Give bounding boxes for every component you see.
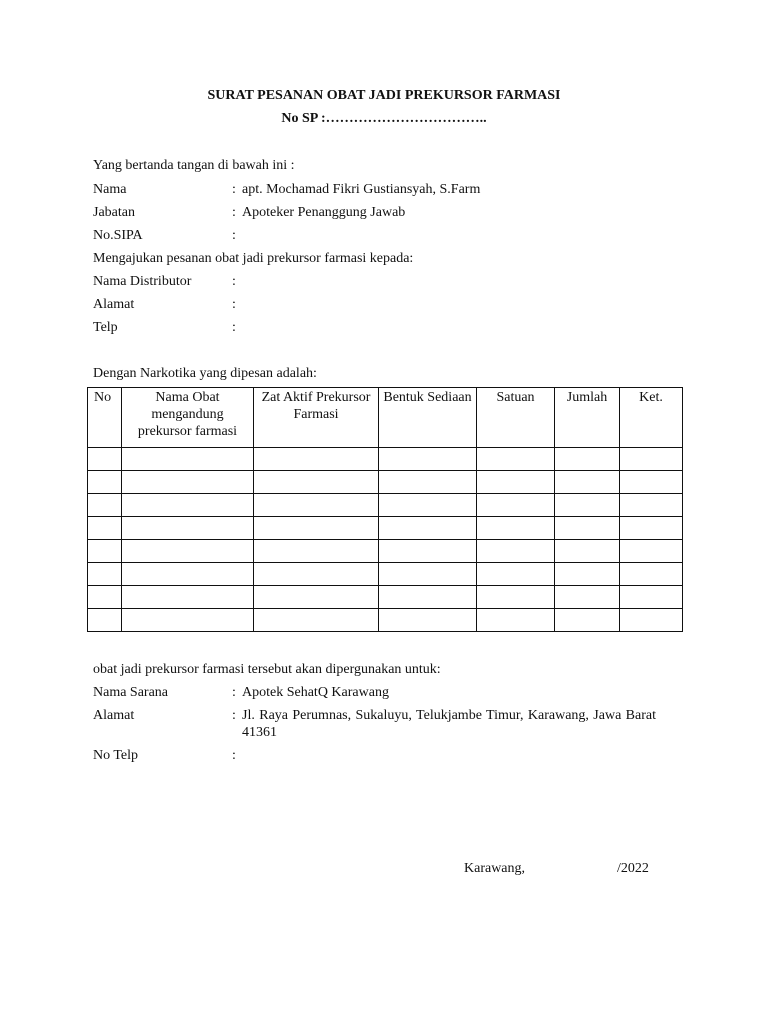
document-title: SURAT PESANAN OBAT JADI PREKURSOR FARMASI: [207, 88, 561, 103]
table-cell: [555, 609, 620, 632]
table-cell: [555, 586, 620, 609]
table-cell: [620, 494, 683, 517]
table-cell: [379, 471, 477, 494]
table-cell: [477, 494, 555, 517]
table-cell: [477, 517, 555, 540]
table-cell: [620, 540, 683, 563]
table-cell: [254, 540, 379, 563]
facility-name-value: Apotek SehatQ Karawang: [242, 685, 389, 700]
table-cell: [555, 517, 620, 540]
signer-position-label: Jabatan: [93, 205, 135, 220]
table-row: [88, 494, 683, 517]
table-cell: [254, 471, 379, 494]
table-row: [88, 609, 683, 632]
table-cell: [254, 563, 379, 586]
header-dosage-form: Bentuk Sediaan: [379, 388, 477, 448]
table-cell: [254, 448, 379, 471]
table-cell: [379, 609, 477, 632]
table-cell: [88, 494, 122, 517]
signature-year: /2022: [617, 861, 649, 876]
table-cell: [88, 563, 122, 586]
table-cell: [254, 494, 379, 517]
table-cell: [122, 609, 254, 632]
distributor-address-label: Alamat: [93, 297, 135, 312]
table-cell: [88, 471, 122, 494]
distributor-name-label: Nama Distributor: [93, 274, 192, 289]
facility-address-value: Jl. Raya Perumnas, Sukaluyu, Telukjambe Timur, Karawang, Jawa Barat 41361: [242, 708, 656, 740]
table-cell: [477, 586, 555, 609]
table-cell: [379, 563, 477, 586]
table-cell: [254, 586, 379, 609]
table-cell: [88, 517, 122, 540]
table-cell: [88, 609, 122, 632]
table-row: [88, 540, 683, 563]
order-table: [87, 387, 683, 632]
header-no: No: [88, 388, 122, 448]
table-cell: [379, 540, 477, 563]
table-cell: [379, 494, 477, 517]
facility-name-label: Nama Sarana: [93, 685, 169, 700]
table-cell: [620, 609, 683, 632]
colon: :: [232, 708, 236, 723]
table-cell: [555, 540, 620, 563]
table-row: [88, 563, 683, 586]
table-cell: [88, 448, 122, 471]
table-cell: [379, 586, 477, 609]
table-cell: [122, 471, 254, 494]
table-cell: [122, 494, 254, 517]
table-cell: [122, 448, 254, 471]
table-cell: [122, 540, 254, 563]
usage-intro-text: obat jadi prekursor farmasi tersebut akan dipergunakan untuk:: [93, 662, 441, 677]
signer-position-value: Apoteker Penanggung Jawab: [242, 205, 406, 220]
facility-address-label: Alamat: [93, 708, 135, 723]
signer-name-value: apt. Mochamad Fikri Gustiansyah, S.Farm: [242, 182, 481, 197]
table-header-row: [88, 388, 683, 448]
signature-place: Karawang,: [464, 861, 526, 876]
request-intro-text: Mengajukan pesanan obat jadi prekursor farmasi kepada:: [93, 251, 414, 266]
table-cell: [379, 517, 477, 540]
table-cell: [555, 494, 620, 517]
table-cell: [477, 609, 555, 632]
table-row: [88, 448, 683, 471]
table-cell: [379, 448, 477, 471]
header-notes: Ket.: [620, 388, 683, 448]
table-cell: [620, 448, 683, 471]
colon: :: [232, 297, 236, 312]
colon: :: [232, 274, 236, 289]
sp-number: No SP :……………………………..: [281, 111, 487, 126]
table-row: [88, 471, 683, 494]
intro-text: Yang bertanda tangan di bawah ini :: [93, 158, 295, 173]
table-cell: [477, 448, 555, 471]
order-intro-text: Dengan Narkotika yang dipesan adalah:: [93, 366, 317, 381]
table-cell: [477, 540, 555, 563]
table-cell: [477, 563, 555, 586]
signer-name-label: Nama: [93, 182, 127, 197]
signer-sipa-label: No.SIPA: [93, 228, 143, 243]
header-quantity: Jumlah: [555, 388, 620, 448]
table-cell: [555, 563, 620, 586]
table-cell: [620, 471, 683, 494]
table-cell: [88, 540, 122, 563]
colon: :: [232, 748, 236, 763]
table-cell: [477, 471, 555, 494]
header-unit: Satuan: [477, 388, 555, 448]
table-row: [88, 586, 683, 609]
table-cell: [555, 448, 620, 471]
colon: :: [232, 182, 236, 197]
colon: :: [232, 205, 236, 220]
table-row: [88, 517, 683, 540]
table-cell: [88, 586, 122, 609]
table-cell: [620, 517, 683, 540]
table-cell: [122, 517, 254, 540]
table-cell: [254, 517, 379, 540]
table-cell: [620, 586, 683, 609]
facility-phone-label: No Telp: [93, 748, 139, 763]
table-cell: [620, 563, 683, 586]
header-active-substance: Zat Aktif Prekursor Farmasi: [254, 388, 379, 448]
colon: :: [232, 320, 236, 335]
table-cell: [254, 609, 379, 632]
table-cell: [555, 471, 620, 494]
table-cell: [122, 586, 254, 609]
distributor-phone-label: Telp: [93, 320, 118, 335]
colon: :: [232, 685, 236, 700]
header-drug-name: Nama Obat mengandung prekursor farmasi: [122, 388, 254, 448]
table-cell: [122, 563, 254, 586]
table-body: [88, 448, 683, 632]
colon: :: [232, 228, 236, 243]
